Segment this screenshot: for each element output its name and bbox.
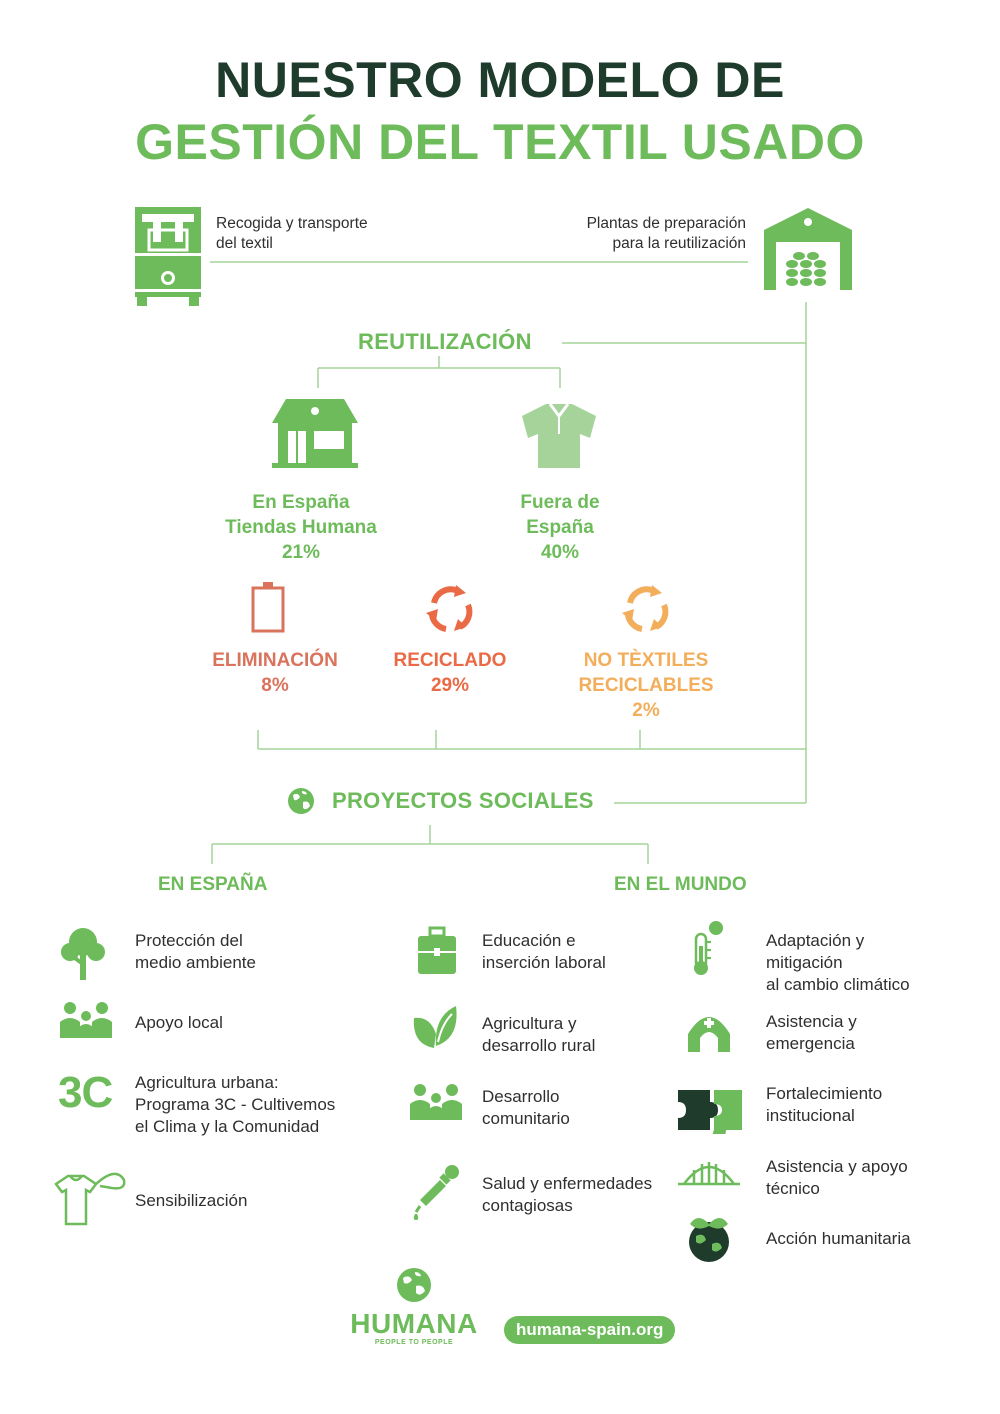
website-link[interactable]: humana-spain.org [504, 1316, 675, 1344]
non-textile-value: 2% [632, 700, 660, 721]
spain-item-urban-agriculture: Agricultura urbana: Programa 3C - Cultivemos el Clima y la Comunidad [135, 1073, 336, 1136]
bridge-icon [678, 1156, 740, 1190]
recycling-value: 29% [430, 675, 470, 696]
tshirt-hanger-icon [50, 1170, 130, 1228]
world-item-agriculture: Agricultura y desarrollo rural [482, 1014, 596, 1055]
reuse-spain-label: En España Tiendas Humana [225, 492, 377, 538]
briefcase-icon [416, 926, 458, 976]
shelter-icon [686, 1012, 732, 1052]
people-icon [60, 1000, 112, 1038]
warehouse-icon [762, 206, 854, 292]
leaf-icon [412, 1004, 458, 1050]
world-heading: EN EL MUNDO [614, 874, 747, 895]
collection-label: Recogida y transporte del textil [216, 215, 368, 252]
reuse-abroad-value: 40% [540, 542, 580, 563]
humana-logo-icon [395, 1266, 433, 1304]
shirt-icon [520, 402, 598, 470]
spain-item-local-support: Apoyo local [135, 1013, 223, 1032]
spain-item-awareness: Sensibilización [135, 1191, 248, 1210]
community-icon [410, 1082, 462, 1120]
world-item-technical: Asistencia y apoyo técnico [766, 1157, 908, 1198]
title-line-2: GESTIÓN DEL TEXTIL USADO [135, 114, 865, 170]
world-item-climate: Adaptación y mitigación al cambio climático [766, 931, 910, 994]
shop-icon [272, 397, 358, 469]
social-heading: PROYECTOS SOCIALES [332, 788, 594, 813]
spain-item-environment: Protección del medio ambiente [135, 931, 256, 972]
reuse-abroad-label: Fuera de España [520, 492, 600, 538]
3c-logo-icon: 3C [58, 1068, 113, 1117]
thermometer-icon [690, 920, 726, 978]
truck-icon [133, 205, 203, 307]
world-item-humanitarian: Acción humanitaria [766, 1229, 911, 1248]
puzzle-icon [676, 1086, 744, 1134]
world-item-education: Educación e inserción laboral [482, 931, 606, 972]
title-line-1: NUESTRO MODELO DE [215, 52, 785, 108]
world-item-emergency: Asistencia y emergencia [766, 1012, 857, 1053]
non-textile-label: NO TÈXTILES RECICLABLES [578, 650, 714, 696]
brand-name: HUMANA [350, 1308, 478, 1339]
elimination-value: 8% [261, 675, 289, 696]
globe-icon [286, 786, 316, 816]
tree-icon [58, 926, 108, 980]
elimination-label: ELIMINACIÓN [212, 650, 338, 671]
plants-label: Plantas de preparación para la reutilización [586, 215, 746, 252]
recycling-label: RECICLADO [393, 650, 507, 671]
reuse-heading: REUTILIZACIÓN [358, 329, 532, 354]
dropper-icon [410, 1162, 462, 1222]
non-textile-recycle-icon [620, 583, 672, 635]
battery-icon [250, 580, 286, 634]
world-item-health: Salud y enfermedades contagiosas [482, 1174, 653, 1215]
recycle-icon [424, 583, 476, 635]
brand-tagline: PEOPLE TO PEOPLE [374, 1339, 454, 1346]
spain-heading: EN ESPAÑA [158, 874, 268, 895]
reuse-spain-value: 21% [281, 542, 321, 563]
world-item-community: Desarrollo comunitario [482, 1087, 570, 1128]
world-item-institutional: Fortalecimiento institucional [766, 1084, 883, 1125]
globe-hands-icon [686, 1210, 732, 1264]
